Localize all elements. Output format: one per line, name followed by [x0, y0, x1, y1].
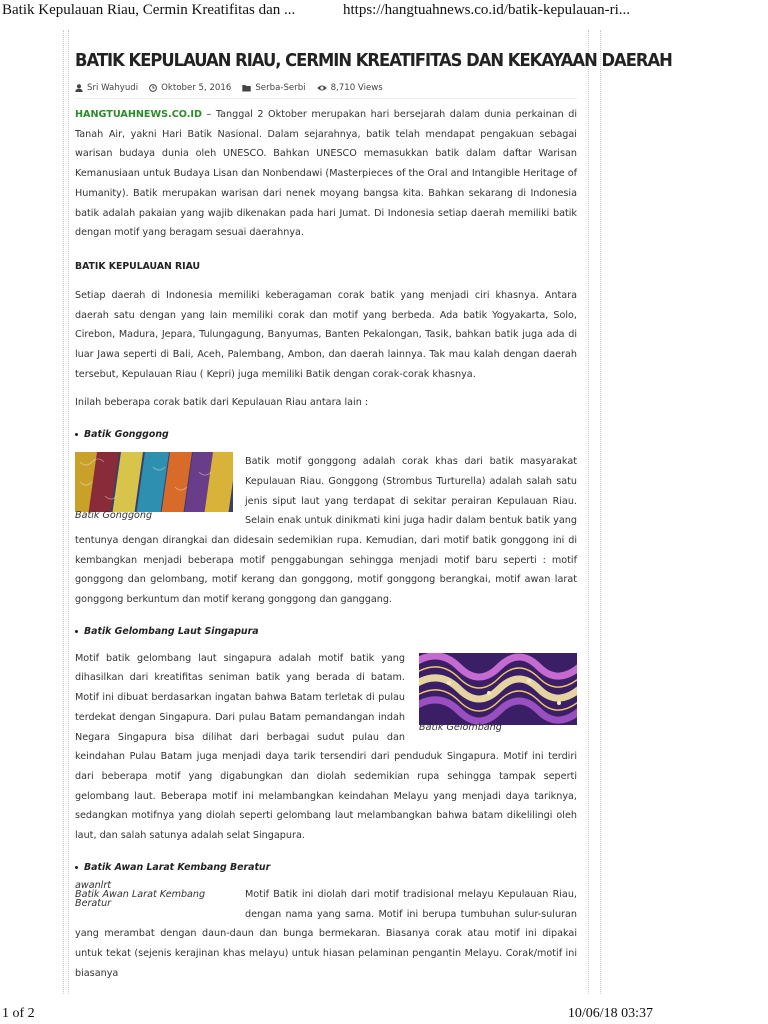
bullet-dot: [75, 630, 78, 633]
print-page-title: Batik Kepulauan Riau, Cermin Kreatifitas dan ...: [2, 2, 296, 18]
list-item-heading: [75, 622, 577, 641]
batik-gelombang-photo: [419, 653, 577, 725]
view-count: 8,710 Views: [330, 83, 383, 93]
article: [75, 40, 672, 983]
clock-icon: [149, 84, 157, 92]
print-header: [0, 0, 768, 24]
folder-icon: [242, 84, 251, 92]
bullet-dot: [75, 433, 78, 436]
meta-author[interactable]: [75, 83, 138, 93]
lead-text: – Tanggal 2 Oktober merupakan hari bersejarah dalam dunia perkainan di Tanah Air, yakni Hari Batik Nasional. Dalam sejarahnya, batik telah mendapat pengakuan sebagai warisan budaya dunia oleh UNESCO. Bahkan UNESCO memasukkan batik dalam daftar Warisan Kemanusiaan untuk Budaya Lisan dan Nonbendawi (Masterpieces of the Oral and Intangible Heritage of Humanity). Batik merupakan warisan dari nenek moyang bangsa kita. Bahkan sekarang di Indonesia batik adalah pakaian yang wajib dikenakan pada hari Jumat. Di Indonesia setiap daerah memiliki batik dengan motif yang beragam sesuai daerahnya.: [75, 109, 577, 239]
frame-divider: [68, 30, 69, 994]
print-datetime: 10/06/18 03:37: [567, 1006, 653, 1021]
section-heading: BATIK KEPULAUAN RIAU: [75, 260, 201, 272]
bullet-dot: [75, 866, 78, 869]
author-name: Sri Wahyudi: [87, 83, 139, 93]
item-heading: Batik Gelombang Laut Singapura: [84, 625, 259, 637]
print-page-url: https://hangtuahnews.co.id/batik-kepulauan-ri...: [343, 2, 631, 18]
print-footer: [0, 1006, 768, 1024]
paragraph: Inilah beberapa corak batik dari Kepulauan Riau antara lain :: [75, 397, 369, 409]
eye-icon: [317, 84, 327, 92]
user-icon: [75, 84, 83, 92]
site-name-link[interactable]: HANGTUAHNEWS.CO.ID: [75, 109, 202, 120]
paragraph: Batik motif gonggong adalah corak khas dari batik masyarakat Kepulauan Riau. Gonggong (Strombus Turturella) adalah salah satu jenis siput laut yang terdapat di sekitar perairan Kepulauan Riau. Selain enak untuk dinikmati kini juga hadir dalam bentuk batik yang tentunya dengan dirangkai dan didesain sedemikian rupa. Kemudian, dari motif batik gonggong ini di kembangkan menjadi beberapa motif penggabungan sehingga menjadi motif baru seperti : motif gonggong dan gelombang, motif kerang dan gonggong, motif gonggong berangkai, motif awan larat gonggong berkuntum dan motif kerang gonggong dan ganggang.: [75, 456, 577, 606]
frame-divider: [63, 30, 64, 994]
image-alt-text: awanlrt: [75, 879, 112, 891]
meta-category[interactable]: [242, 83, 305, 93]
paragraph: Setiap daerah di Indonesia memiliki keberagaman corak batik yang menjadi ciri khasnya. Antara daerah satu dengan yang lain memiliki corak dan motif yang berbeda. Ada batik Yogyakarta, Solo, Cirebon, Madura, Jepara, Tulungagung, Banyumas, Banten Pekalongan, Tasik, bahkan batik juga ada di luar Jawa seperti di Bali, Aceh, Palembang, Ambon, dan daerah lainnya. Tak mau kalah dengan daerah tersebut, Kepulauan Riau ( Kepri) juga memiliki Batik dengan corak-corak khasnya.: [75, 289, 577, 380]
lead-paragraph: [75, 105, 577, 243]
page-number: 1 of 2: [2, 1006, 35, 1021]
image-caption: Batik Gelombang: [419, 721, 502, 733]
category-name: Serba-Serbi: [255, 83, 306, 93]
image-caption: Batik Awan Larat Kembang Beratur: [75, 888, 206, 909]
publish-date: Oktober 5, 2016: [161, 83, 232, 93]
article-title: BATIK KEPULAUAN RIAU, CERMIN KREATIFITAS DAN KEKAYAAN DAERAH: [75, 51, 672, 71]
batik-gonggong-image: [75, 452, 233, 522]
batik-gelombang-image: [419, 653, 577, 733]
article-meta: [75, 81, 577, 99]
list-item-heading: [75, 425, 577, 444]
batik-awan-larat-image: [75, 879, 233, 917]
item-heading: Batik Awan Larat Kembang Beratur: [84, 861, 271, 873]
frame-divider: [600, 30, 601, 994]
frame-divider: [588, 30, 589, 994]
item-heading: Batik Gonggong: [84, 429, 169, 441]
image-caption: Batik Gonggong: [75, 510, 153, 522]
list-item-heading: [75, 858, 577, 877]
meta-date: [149, 83, 231, 93]
batik-gonggong-photo: [75, 452, 233, 512]
broken-image-alt: [75, 881, 233, 908]
paragraph: Motif batik gelombang laut singapura adalah motif batik yang dihasilkan dari kreatifitas seniman batik yang berada di batam. Motif ini dibuat berdasarkan ingatan bahwa Batam terletak di pulau terdekat dengan Singapura. Dari pulau Batam pemandangan indah Negara Singapura bisa dilihat dari berbagai sudut pulau dan keindahan Pulau Batam juga menjadi daya tarik tersendiri dari penduduk Singapura. Motif ini terdiri dari beberapa motif yang digabungkan dan diolah sedemikian rupa sehingga tampak seperti gelombang laut. Beberapa motif ini melambangkan keindahan Melayu yang menjadi daya tariknya, sedangkan motifnya yang diolah seperti gelombang laut melambangkan bahwa batam dikelilingi oleh laut, dan salah satunya adalah selat Singapura.: [75, 652, 577, 842]
paragraph: Motif Batik ini diolah dari motif tradisional melayu Kepulauan Riau, dengan nama yang sama. Motif ini berupa tumbuhan sulur-suluran yang merambat dengan daun-daun dan bunga bermekaran. Biasanya corak atau motif ini dipakai untuk tekat (sejenis kerajinan khas melayu) untuk hiasan pelaminan pengantin Melayu. Corak/motif ini biasanya: [75, 888, 577, 979]
meta-views: [317, 83, 383, 93]
